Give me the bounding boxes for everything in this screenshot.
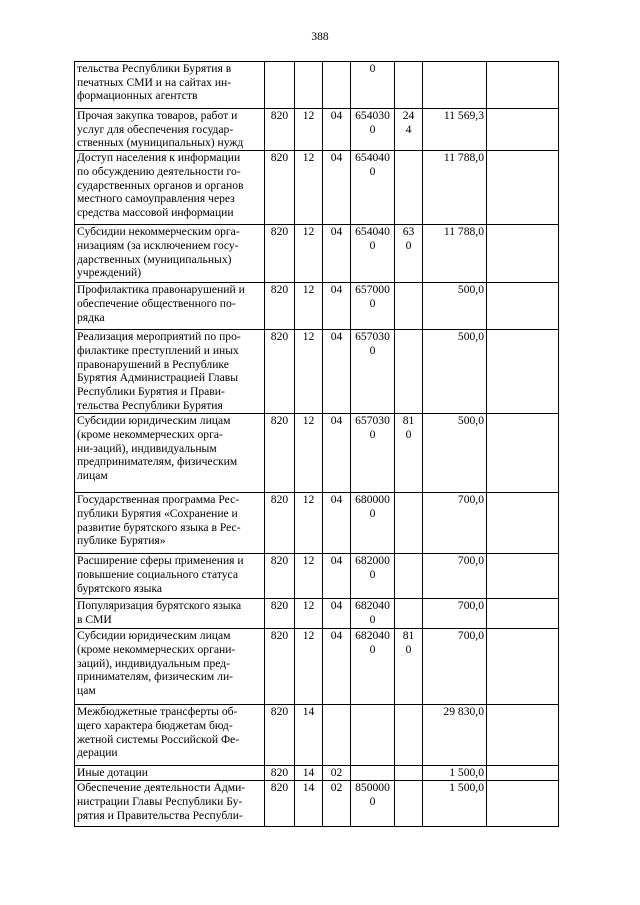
cell-extra xyxy=(487,766,559,781)
table-row xyxy=(75,599,559,629)
cell-amount: 700,0 xyxy=(423,554,487,599)
cell-name xyxy=(75,599,265,629)
cell-amount: 500,0 xyxy=(423,414,487,493)
cell-expense-type xyxy=(395,151,423,225)
cell-extra xyxy=(487,330,559,414)
cell-subsection: 02 xyxy=(323,781,351,827)
cell-name-line: Иные дотации xyxy=(77,766,148,780)
cell-name xyxy=(75,151,265,225)
cell-expense-type-line: 81 xyxy=(402,629,415,643)
cell-target-code-line: 657000 xyxy=(355,283,390,297)
cell-target-code-line: 680000 xyxy=(355,493,390,507)
cell-name-line: щего характера бюджетам бюд- xyxy=(77,718,233,732)
cell-target-code xyxy=(351,330,395,414)
cell-amount: 700,0 xyxy=(423,493,487,554)
cell-subsection xyxy=(323,705,351,766)
cell-expense-type-line: 63 xyxy=(402,225,415,239)
cell-expense-type xyxy=(395,414,423,493)
cell-ministry-code: 820 xyxy=(265,705,295,766)
cell-expense-type-line: 81 xyxy=(402,414,415,428)
cell-name-line: по обсуждению деятельности го- xyxy=(77,164,241,178)
cell-target-code-line: 0 xyxy=(369,506,376,520)
cell-ministry-code: 820 xyxy=(265,330,295,414)
cell-target-code xyxy=(351,599,395,629)
cell-name-line: повышение социального статуса xyxy=(77,567,238,581)
cell-name xyxy=(75,554,265,599)
cell-name xyxy=(75,705,265,766)
cell-name-line: учреждений) xyxy=(77,266,142,280)
cell-target-code xyxy=(351,283,395,330)
cell-target-code-line: 0 xyxy=(369,296,376,310)
cell-name xyxy=(75,766,265,781)
table-row xyxy=(75,62,559,109)
cell-name xyxy=(75,109,265,151)
cell-extra xyxy=(487,781,559,827)
cell-extra xyxy=(487,599,559,629)
cell-name-line: Субсидии юридическим лицам xyxy=(77,629,231,643)
cell-name-line: Профилактика правонарушений и xyxy=(77,283,245,297)
cell-target-code-line: 0 xyxy=(369,427,376,441)
cell-name-line: принимателям, физическим ли- xyxy=(77,670,234,684)
cell-ministry-code: 820 xyxy=(265,599,295,629)
cell-name xyxy=(75,781,265,827)
cell-section: 12 xyxy=(295,109,323,151)
cell-name-line: формационных агентств xyxy=(77,89,198,103)
cell-name-line: публике Бурятия» xyxy=(77,534,166,548)
cell-amount: 700,0 xyxy=(423,629,487,705)
cell-name-line: Реализация мероприятий по про- xyxy=(77,330,241,344)
cell-amount: 1 500,0 xyxy=(423,766,487,781)
table-row xyxy=(75,225,559,283)
table-row xyxy=(75,766,559,781)
cell-target-code-line: 0 xyxy=(369,122,376,136)
cell-expense-type xyxy=(395,109,423,151)
cell-name-line: печатных СМИ и на сайтах ин- xyxy=(77,75,232,89)
cell-extra xyxy=(487,554,559,599)
cell-ministry-code: 820 xyxy=(265,414,295,493)
cell-subsection: 04 xyxy=(323,629,351,705)
cell-name-line: в СМИ xyxy=(77,612,112,626)
cell-ministry-code: 820 xyxy=(265,554,295,599)
cell-name-line: ни-заций), индивидуальным xyxy=(77,441,217,455)
cell-name-line: Республики Бурятия и Прави- xyxy=(77,384,225,398)
cell-name xyxy=(75,62,265,109)
cell-subsection: 04 xyxy=(323,225,351,283)
cell-ministry-code: 820 xyxy=(265,109,295,151)
cell-expense-type-line: 0 xyxy=(405,642,412,656)
cell-name-line: рядка xyxy=(77,310,105,324)
cell-name-line: Межбюджетные трансферты об- xyxy=(77,705,238,719)
cell-section: 12 xyxy=(295,414,323,493)
cell-expense-type xyxy=(395,781,423,827)
cell-name-line: Популяризация бурятского языка xyxy=(77,599,242,613)
cell-name-line: тельства Республики Бурятия xyxy=(77,398,223,412)
cell-amount: 1 500,0 xyxy=(423,781,487,827)
cell-name-line: Субсидии некоммерческим орга- xyxy=(77,225,240,239)
cell-name-line: Доступ населения к информации xyxy=(77,151,241,165)
cell-subsection: 04 xyxy=(323,599,351,629)
cell-amount xyxy=(423,62,487,109)
cell-name-line: услуг для обеспечения государ- xyxy=(77,122,234,136)
cell-extra xyxy=(487,225,559,283)
cell-name xyxy=(75,225,265,283)
cell-name-line: ственных (муниципальных) нужд xyxy=(77,136,244,150)
cell-name-line: публики Бурятия «Сохранение и xyxy=(77,506,238,520)
cell-amount: 11 788,0 xyxy=(423,151,487,225)
cell-extra xyxy=(487,151,559,225)
cell-expense-type xyxy=(395,225,423,283)
cell-name-line: тельства Республики Бурятия в xyxy=(77,62,232,75)
cell-expense-type xyxy=(395,493,423,554)
cell-name-line: местного самоуправления через xyxy=(77,192,235,206)
cell-extra xyxy=(487,705,559,766)
cell-expense-type xyxy=(395,330,423,414)
cell-name-line: Прочая закупка товаров, работ и xyxy=(77,109,238,122)
cell-name-line: лицам xyxy=(77,468,108,482)
cell-target-code xyxy=(351,766,395,781)
cell-target-code-line: 654040 xyxy=(355,225,390,239)
cell-target-code-line: 0 xyxy=(369,794,376,808)
cell-ministry-code xyxy=(265,62,295,109)
cell-section xyxy=(295,62,323,109)
cell-name-line: сударственных органов и органов xyxy=(77,178,244,192)
cell-name-line: жетной системы Российской Фе- xyxy=(77,732,240,746)
cell-target-code-line: 0 xyxy=(369,62,376,75)
cell-name-line: дарственных (муниципальных) xyxy=(77,252,232,266)
cell-name-line: цам xyxy=(77,683,96,697)
cell-amount: 29 830,0 xyxy=(423,705,487,766)
cell-amount: 11 788,0 xyxy=(423,225,487,283)
table-row xyxy=(75,781,559,827)
cell-subsection xyxy=(323,62,351,109)
cell-subsection: 04 xyxy=(323,554,351,599)
cell-subsection: 04 xyxy=(323,151,351,225)
cell-extra xyxy=(487,493,559,554)
cell-subsection: 02 xyxy=(323,766,351,781)
table-row xyxy=(75,283,559,330)
cell-section: 12 xyxy=(295,151,323,225)
cell-amount: 11 569,3 xyxy=(423,109,487,151)
cell-target-code-line: 0 xyxy=(369,343,376,357)
cell-expense-type xyxy=(395,62,423,109)
table-row xyxy=(75,109,559,151)
cell-target-code-line: 0 xyxy=(369,164,376,178)
cell-section: 14 xyxy=(295,705,323,766)
cell-target-code-line: 0 xyxy=(369,642,376,656)
cell-extra xyxy=(487,629,559,705)
cell-expense-type xyxy=(395,554,423,599)
cell-name-line: Обеспечение деятельности Адми- xyxy=(77,781,246,795)
cell-name xyxy=(75,629,265,705)
cell-expense-type-line: 24 xyxy=(402,109,415,122)
cell-name-line: филактике преступлений и иных xyxy=(77,343,239,357)
table-row xyxy=(75,493,559,554)
cell-target-code xyxy=(351,109,395,151)
cell-name-line: заций), индивидуальным пред- xyxy=(77,656,231,670)
cell-extra xyxy=(487,414,559,493)
cell-target-code xyxy=(351,414,395,493)
cell-name-line: Субсидии юридическим лицам xyxy=(77,414,231,428)
cell-section: 12 xyxy=(295,225,323,283)
table-row xyxy=(75,151,559,225)
cell-name-line: бурятского языка xyxy=(77,581,163,595)
cell-name xyxy=(75,414,265,493)
cell-name-line: Бурятия Администрацией Главы xyxy=(77,371,238,385)
cell-subsection: 04 xyxy=(323,109,351,151)
cell-target-code-line: 682040 xyxy=(355,599,390,613)
cell-section: 14 xyxy=(295,781,323,827)
cell-ministry-code: 820 xyxy=(265,493,295,554)
cell-target-code-line: 682000 xyxy=(355,554,390,568)
cell-section: 12 xyxy=(295,599,323,629)
cell-name-line: Государственная программа Рес- xyxy=(77,493,240,507)
cell-ministry-code: 820 xyxy=(265,629,295,705)
cell-name-line: Расширение сферы применения и xyxy=(77,554,244,568)
cell-name-line: обеспечение общественного по- xyxy=(77,296,236,310)
cell-section: 12 xyxy=(295,493,323,554)
cell-name xyxy=(75,330,265,414)
cell-target-code-line: 654040 xyxy=(355,151,390,165)
cell-target-code-line: 654030 xyxy=(355,109,390,122)
cell-expense-type xyxy=(395,283,423,330)
cell-name xyxy=(75,493,265,554)
cell-extra xyxy=(487,62,559,109)
table-row xyxy=(75,330,559,414)
cell-ministry-code: 820 xyxy=(265,151,295,225)
cell-expense-type-line: 4 xyxy=(405,122,412,136)
cell-section: 12 xyxy=(295,629,323,705)
cell-amount: 500,0 xyxy=(423,330,487,414)
cell-expense-type xyxy=(395,705,423,766)
cell-ministry-code: 820 xyxy=(265,283,295,330)
cell-expense-type xyxy=(395,766,423,781)
cell-ministry-code: 820 xyxy=(265,225,295,283)
cell-target-code xyxy=(351,554,395,599)
cell-amount: 500,0 xyxy=(423,283,487,330)
cell-name-line: развитие бурятского языка в Рес- xyxy=(77,520,241,534)
cell-target-code xyxy=(351,629,395,705)
cell-target-code xyxy=(351,781,395,827)
table-row xyxy=(75,705,559,766)
table-row xyxy=(75,414,559,493)
cell-amount: 700,0 xyxy=(423,599,487,629)
cell-subsection: 04 xyxy=(323,493,351,554)
cell-target-code-line: 657030 xyxy=(355,414,390,428)
cell-target-code xyxy=(351,225,395,283)
cell-target-code xyxy=(351,151,395,225)
cell-name-line: дерации xyxy=(77,746,118,760)
cell-subsection: 04 xyxy=(323,283,351,330)
cell-ministry-code: 820 xyxy=(265,781,295,827)
cell-name-line: нистрации Главы Республики Бу- xyxy=(77,794,243,808)
cell-subsection: 04 xyxy=(323,414,351,493)
cell-section: 14 xyxy=(295,766,323,781)
cell-target-code-line: 682040 xyxy=(355,629,390,643)
cell-name-line: рятия и Правительства Республи- xyxy=(77,808,243,822)
cell-extra xyxy=(487,283,559,330)
cell-name-line: правонарушений в Республике xyxy=(77,357,229,371)
table-row xyxy=(75,554,559,599)
cell-target-code xyxy=(351,62,395,109)
cell-target-code-line: 850000 xyxy=(355,781,390,795)
cell-target-code xyxy=(351,493,395,554)
cell-extra xyxy=(487,109,559,151)
cell-subsection: 04 xyxy=(323,330,351,414)
cell-expense-type xyxy=(395,599,423,629)
cell-section: 12 xyxy=(295,330,323,414)
page-number: 388 xyxy=(311,31,329,43)
cell-target-code-line: 657030 xyxy=(355,330,390,344)
cell-name-line: средства массовой информации xyxy=(77,205,234,219)
budget-table xyxy=(74,61,559,827)
cell-ministry-code: 820 xyxy=(265,766,295,781)
cell-section: 12 xyxy=(295,554,323,599)
cell-section: 12 xyxy=(295,283,323,330)
cell-name-line: (кроме некоммерческих орга- xyxy=(77,427,223,441)
cell-target-code-line: 0 xyxy=(369,567,376,581)
cell-name-line: (кроме некоммерческих органи- xyxy=(77,642,236,656)
cell-name-line: низациям (за исключением госу- xyxy=(77,238,239,252)
cell-name-line: предпринимателям, физическим xyxy=(77,455,238,469)
cell-name xyxy=(75,283,265,330)
cell-target-code xyxy=(351,705,395,766)
cell-target-code-line: 0 xyxy=(369,612,376,626)
cell-target-code-line: 0 xyxy=(369,238,376,252)
cell-expense-type-line: 0 xyxy=(405,238,412,252)
cell-expense-type xyxy=(395,629,423,705)
cell-expense-type-line: 0 xyxy=(405,427,412,441)
table-row xyxy=(75,629,559,705)
